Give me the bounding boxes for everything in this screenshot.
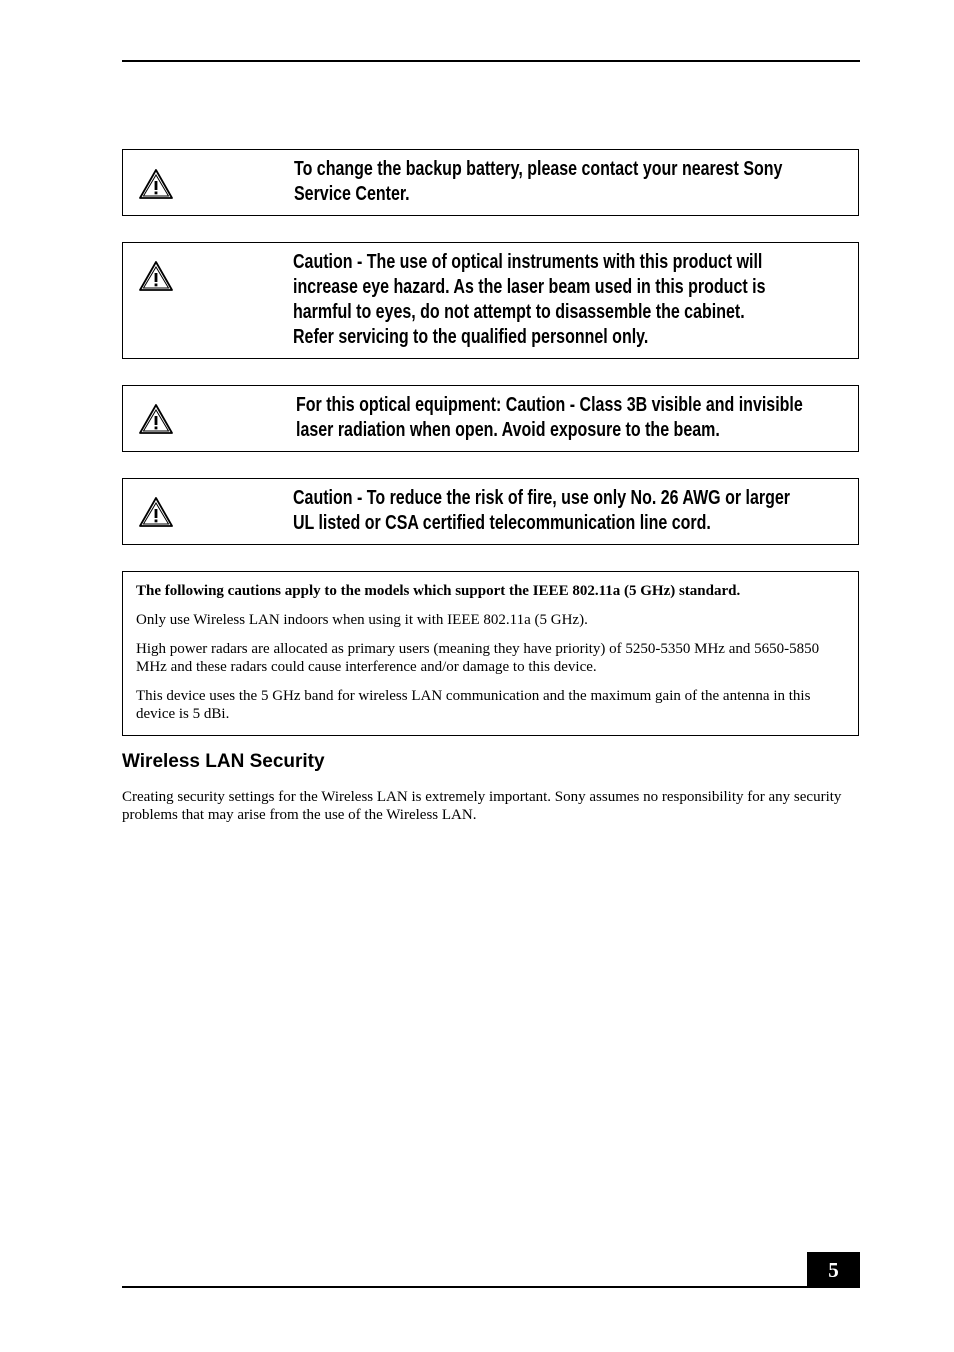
warning-triangle-icon — [138, 496, 174, 528]
caution-line: UL listed or CSA certified telecommunication line cord. — [293, 512, 711, 534]
caution-line: Service Center. — [294, 183, 410, 205]
header-rule — [122, 60, 860, 62]
notice-paragraph: High power radars are allocated as primary users (meaning they have priority) of 5250-5350 MHz and 5650-5850 MHz and these radars could cause interference and/or damage to this device. — [136, 641, 820, 675]
caution-line: Refer servicing to the qualified personnel only. — [293, 326, 649, 348]
caution-box-laser-radiation — [122, 385, 859, 452]
warning-triangle-icon — [138, 260, 174, 292]
caution-box-fire-risk — [122, 478, 859, 545]
caution-line: increase eye hazard. As the laser beam used in this product is — [293, 276, 766, 298]
caution-text — [293, 250, 837, 350]
caution-text — [296, 393, 840, 443]
caution-line: Caution - To reduce the risk of fire, use only No. 26 AWG or larger — [293, 487, 790, 509]
caution-line: For this optical equipment: Caution - Class 3B visible and invisible — [296, 394, 803, 416]
caution-line: harmful to eyes, do not attempt to disassemble the cabinet. — [293, 301, 745, 323]
warning-triangle-icon — [138, 403, 174, 435]
caution-text — [293, 486, 837, 536]
notice-paragraph: Only use Wireless LAN indoors when using it with IEEE 802.11a (5 GHz). — [136, 612, 588, 628]
warning-triangle-icon — [138, 168, 174, 200]
notice-paragraph: This device uses the 5 GHz band for wireless LAN communication and the maximum gain of the antenna in this device is 5 dBi. — [136, 688, 811, 722]
caution-box-backup-battery — [122, 149, 859, 216]
footer-rule — [122, 1286, 860, 1288]
section-body: Creating security settings for the Wireless LAN is extremely important. Sony assumes no responsibility for any security problems that may arise from the use of the Wireless LAN. — [122, 789, 842, 823]
caution-text — [294, 157, 838, 207]
section-heading: Wireless LAN Security — [122, 751, 325, 772]
ieee-80211a-notice-box — [122, 571, 859, 736]
page-number: 5 — [807, 1252, 860, 1288]
caution-line: Caution - The use of optical instruments with this product will — [293, 251, 763, 273]
caution-box-optical-instruments — [122, 242, 859, 359]
notice-heading: The following cautions apply to the models which support the IEEE 802.11a (5 GHz) standard. — [136, 583, 741, 599]
caution-line: laser radiation when open. Avoid exposure to the beam. — [296, 419, 720, 441]
caution-line: To change the backup battery, please contact your nearest Sony — [294, 158, 783, 180]
